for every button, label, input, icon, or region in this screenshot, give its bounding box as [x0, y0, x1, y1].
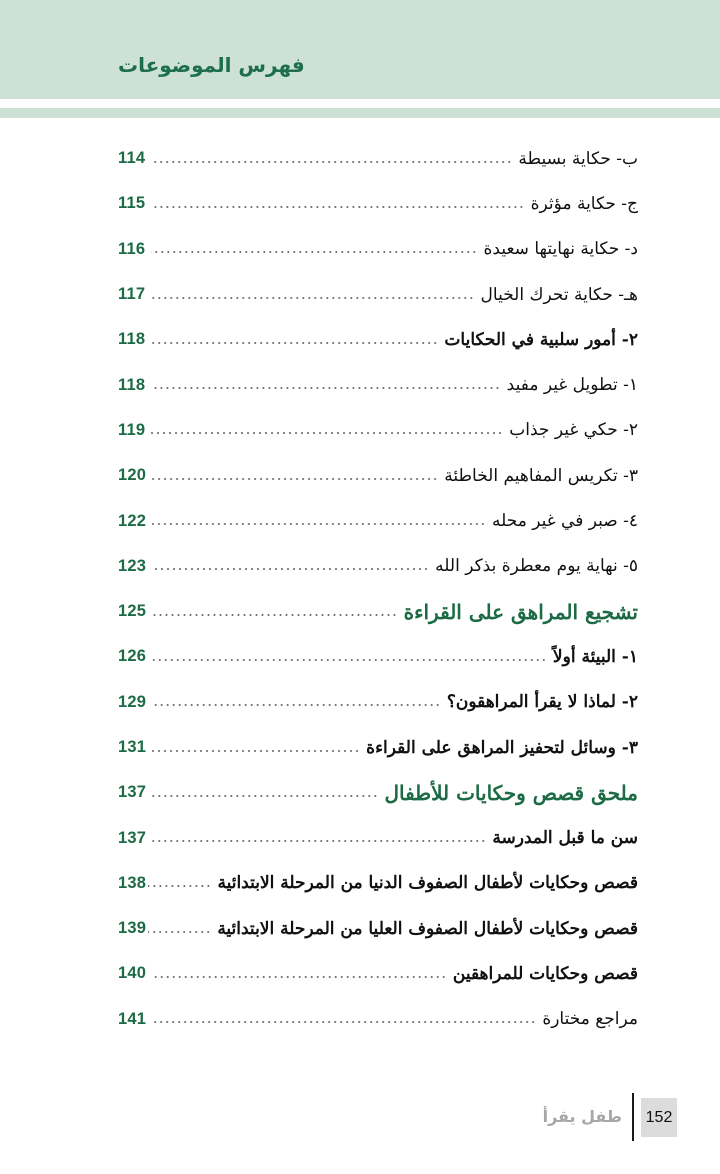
- dotted-leader: [152, 704, 441, 706]
- toc-page-number: 116: [118, 239, 146, 258]
- toc-page-number: 115: [118, 194, 146, 213]
- toc-page-number: 120: [118, 466, 147, 485]
- toc-entry-title: قصص وحكايات لأطفال الصفوف الدنيا من المرحلة الابتدائية: [217, 873, 638, 894]
- dotted-leader: [152, 659, 547, 661]
- toc-entry[interactable]: [118, 906, 638, 951]
- toc-entry[interactable]: [118, 951, 638, 996]
- toc-page-number: 140: [118, 964, 147, 983]
- toc-entry[interactable]: [118, 136, 638, 181]
- dotted-leader: [152, 478, 438, 480]
- toc-page-number: 129: [118, 692, 147, 711]
- header-band: [0, 0, 720, 99]
- toc-section-heading: ملحق قصص وحكايات للأطفال: [384, 780, 638, 805]
- toc-entry[interactable]: [118, 544, 638, 589]
- page-number-badge: 152: [641, 1098, 677, 1137]
- dotted-leader: [151, 251, 477, 253]
- footer-divider-line: [632, 1093, 634, 1141]
- toc-page-number: 118: [118, 330, 146, 349]
- toc-entry[interactable]: [118, 770, 638, 815]
- toc-entry-title: مراجع مختارة: [542, 1009, 638, 1030]
- dotted-leader: [152, 568, 429, 570]
- toc-entry-title: هـ- حكاية تحرك الخيال: [480, 284, 638, 305]
- toc-entry[interactable]: [118, 997, 638, 1042]
- toc-entry-title: ج- حكاية مؤثرة: [530, 193, 638, 214]
- toc-page-number: 117: [118, 285, 146, 304]
- toc-page-number: 137: [118, 783, 147, 802]
- toc-page-number: 131: [118, 738, 147, 756]
- dotted-leader: [152, 614, 397, 616]
- footer-book-title: طفل يقرأ: [542, 1107, 622, 1126]
- toc-page-number: 126: [118, 647, 147, 666]
- dotted-leader: [148, 885, 211, 887]
- toc-entry[interactable]: [118, 317, 638, 362]
- toc-entry-title: ٢- حكي غير جذاب: [509, 420, 638, 441]
- toc-entry[interactable]: [118, 815, 638, 860]
- toc-entry-title: ٢- أمور سلبية في الحكايات: [444, 329, 638, 350]
- toc-page-number: 139: [118, 919, 147, 938]
- toc-entry[interactable]: [118, 861, 638, 906]
- dotted-leader: [151, 206, 524, 208]
- toc-page-number: 137: [118, 828, 147, 847]
- toc-entry-title: ٣- وسائل لتحفيز المراهق على القراءة: [366, 737, 638, 758]
- toc-entry[interactable]: [118, 725, 638, 770]
- toc-entry-title: ٢- لماذا لا يقرأ المراهقون؟: [446, 692, 638, 713]
- toc-entry-title: ٣- تكريس المفاهيم الخاطئة: [444, 465, 638, 486]
- dotted-leader: [148, 931, 211, 933]
- toc-entry[interactable]: [118, 408, 638, 453]
- dotted-leader: [152, 795, 378, 797]
- toc-entry-title: د- حكاية نهايتها سعيدة: [483, 239, 638, 260]
- toc-entry[interactable]: [118, 453, 638, 498]
- toc-page-number: 119: [118, 420, 146, 439]
- dotted-leader: [151, 432, 503, 434]
- toc-entry-title: ١- تطويل غير مفيد: [506, 375, 638, 396]
- dotted-leader: [151, 161, 512, 163]
- toc-page-number: 141: [118, 1009, 147, 1028]
- dotted-leader: [151, 387, 500, 389]
- dotted-leader: [152, 840, 486, 842]
- toc-entry-title: سن ما قبل المدرسة: [492, 828, 638, 849]
- table-of-contents: [118, 136, 638, 1042]
- toc-page-number: 122: [118, 511, 147, 530]
- dotted-leader: [151, 297, 474, 299]
- dotted-leader: [151, 342, 438, 344]
- dotted-leader: [152, 750, 360, 752]
- dotted-leader: [152, 976, 447, 978]
- header-stripe-divider: [0, 108, 720, 118]
- toc-entry[interactable]: [118, 181, 638, 226]
- toc-page-number: 125: [118, 602, 147, 621]
- toc-entry[interactable]: [118, 227, 638, 272]
- toc-entry-title: ١- البيئة أولاً: [552, 646, 638, 667]
- toc-entry[interactable]: [118, 272, 638, 317]
- toc-section-heading: تشجيع المراهق على القراءة: [403, 599, 638, 624]
- toc-entry-title: ب- حكاية بسيطة: [518, 148, 638, 169]
- toc-page-number: 138: [118, 873, 147, 892]
- toc-entry-title: ٥- نهاية يوم معطرة بذكر الله: [435, 556, 638, 577]
- toc-entry[interactable]: [118, 498, 638, 543]
- dotted-leader: [152, 523, 486, 525]
- toc-entry[interactable]: [118, 589, 638, 634]
- toc-page-number: 118: [118, 375, 146, 394]
- toc-entry-title: قصص وحكايات لأطفال الصفوف العليا من المرحلة الابتدائية: [217, 918, 638, 939]
- page-header-title: فهرس الموضوعات: [118, 53, 305, 77]
- toc-entry[interactable]: [118, 362, 638, 407]
- toc-entry-title: ٤- صبر في غير محله: [492, 511, 638, 532]
- toc-entry[interactable]: [118, 680, 638, 725]
- dotted-leader: [152, 1021, 536, 1023]
- toc-page-number: 114: [118, 149, 146, 168]
- toc-page-number: 123: [118, 556, 147, 575]
- toc-entry-title: قصص وحكايات للمراهقين: [452, 963, 638, 984]
- toc-entry[interactable]: [118, 634, 638, 679]
